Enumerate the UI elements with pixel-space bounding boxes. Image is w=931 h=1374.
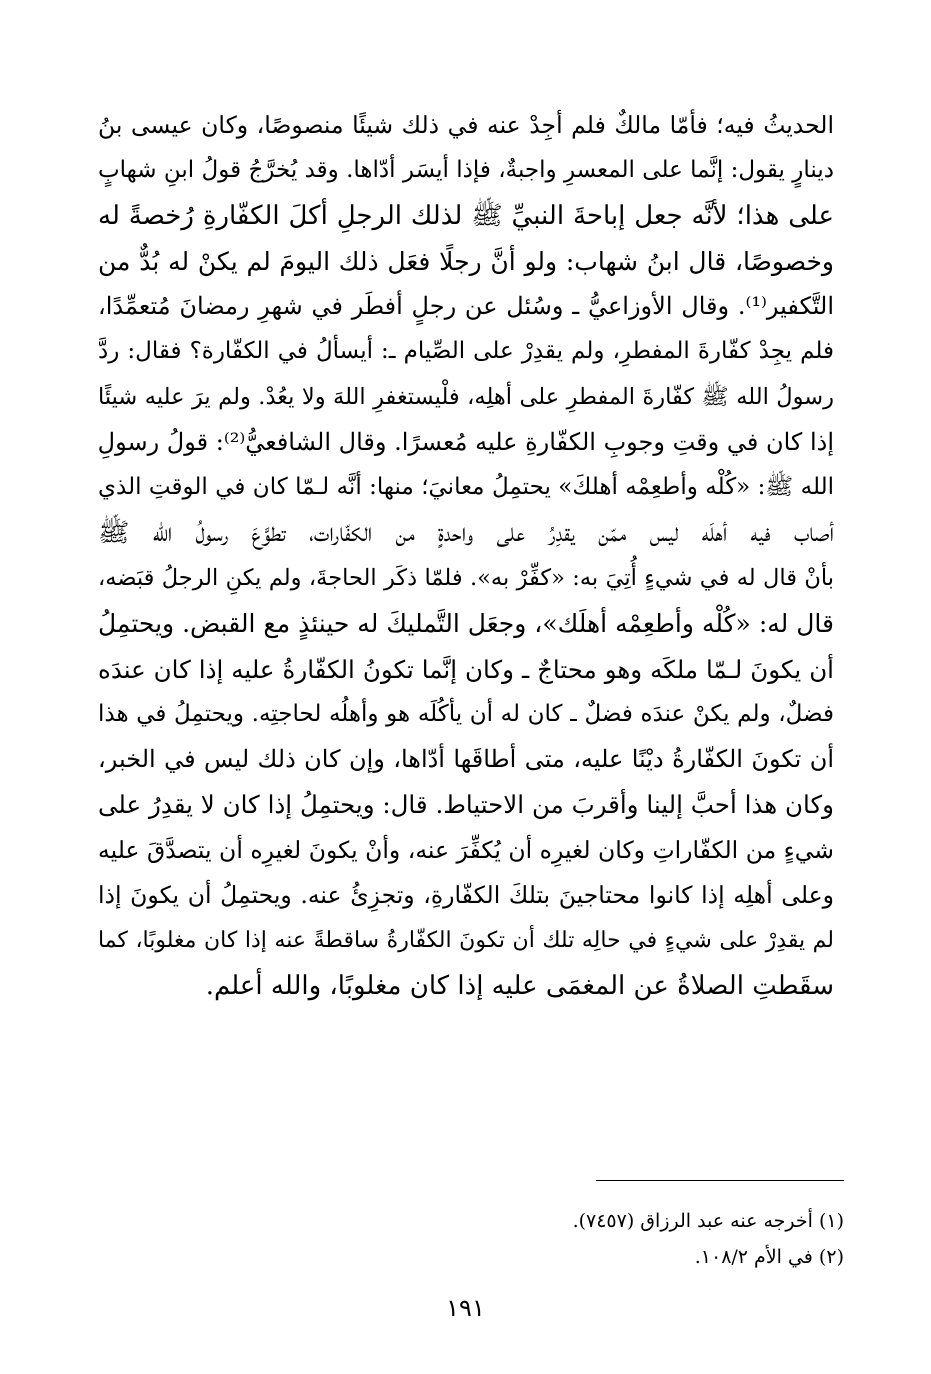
text-line: بأنْ قال له في شيءٍ أُتِيَ به: «كفِّرْ به». فلمّا ذكَر الحاجةَ، ولم يكنِ الرجلُ قبَضه،: [98, 564, 834, 591]
footnotes: [430, 1203, 844, 1275]
text-line: سقَطتِ الصلاةُ عن المغمَى عليه إذا كان مغلوبًا، والله أعلم.: [205, 970, 834, 1001]
text-line: التَّكفير⁽¹⁾. وقال الأوزاعيُّ ـ وسُئل عن رجلٍ أفطَر في شهرِ رمضانَ مُتعمِّدًا،: [98, 292, 834, 321]
text-line: الحديثُ فيه؛ فأمّا مالكٌ فلم أجِدْ عنه في ذلك شيئًا منصوصًا، وكان عيسى بنُ: [98, 111, 834, 139]
footnote-2: (٢) في الأم ١٠٨/٢.: [694, 1246, 844, 1268]
text-line: على هذا؛ لأنَّه جعل إباحةَ النبيِّ ﷺ لذلك الرجلِ أكلَ الكفّارةِ رُخصةً له: [98, 200, 834, 231]
text-line: فلم يجِدْ كفّارةَ المفطرِ، ولم يقدِرْ على الصِّيام ـ: أيسألُ في الكفّارة؟ فقال: ردَّ: [98, 338, 834, 365]
text-line: دينارٍ يقول: إنَّما على المعسرِ واجبةٌ، فإذا أيسَر أدّاها. وقد يُخرَّجُ قولُ ابنِ شهابٍ: [98, 157, 834, 184]
text-line: أن يكونَ لـمّا ملكَه وهو محتاجٌ ـ وكان إنَّما تكونُ الكفّارةُ عليه إذا كان عندَه: [98, 654, 834, 684]
text-line: فضلٌ، ولم يكنْ عندَه فضلٌ ـ كان له أن يأكُلَه هو وأهلُه لحاجتِه. ويحتمِلُ في هذا: [98, 700, 834, 727]
text-line: شيءٍ من الكفّاراتِ وكان لغيرِه أن يُكفِّرَ عنه، وأنْ يكونَ لغيرِه أن يتصدَّقَ عليه: [98, 835, 834, 864]
text-line: أصاب فيه أهلَه ليس ممّن يقدِرُ على واحدةٍ من الكفّارات، تطوَّعَ رسولُ الله ﷺ: [98, 517, 834, 548]
text-line: رسولُ الله ﷺ كفّارةَ المفطرِ على أهلِه، فلْيستغفرِ اللهَ ولا يعُدْ. ولم يرَ عليه شيئًا: [98, 383, 834, 410]
text-line: لم يقدِرْ على شيءٍ في حالِه تلك أن تكونَ الكفّارةُ ساقطةً عنه إذا كان مغلوبًا، كما: [98, 928, 834, 954]
page-number: ١٩١: [446, 1294, 485, 1322]
footnote-1: (١) أخرجه عنه عبد الرزاق (٧٤٥٧).: [572, 1210, 844, 1232]
text-line: وخصوصًا، قال ابنُ شهاب: ولو أنَّ رجلًا فعَل ذلك اليومَ لم يكنْ له بُدٌّ من: [98, 246, 834, 276]
text-line: الله ﷺ: «كُلْه وأطعِمْه أهلكَ» يحتمِلُ معانيَ؛ منها: أنَّه لـمّا كان في الوقتِ الذي: [98, 474, 834, 501]
text-line: قال له: «كُلْه وأطعِمْه أهلَك»، وجعَل التَّمليكَ له حينئذٍ مع القبض. ويحتمِلُ: [98, 609, 834, 639]
text-line: وكان هذا أحبَّ إلينا وأقربَ من الاحتياط. قال: ويحتمِلُ إذا كان لا يقدِرُ على: [98, 790, 834, 820]
text-line: إذا كان في وقتِ وجوبِ الكفّارةِ عليه مُعسرًا. وقال الشافعيُّ⁽²⁾: قولُ رسولِ: [97, 428, 834, 457]
text-line: وعلى أهلِه إذا كانوا محتاجينَ بتلكَ الكفّارةِ، وتجزِئُ عنه. ويحتمِلُ أن يكونَ إذا: [98, 881, 834, 910]
text-line: أن تكونَ الكفّارةُ ديْنًا عليه، متى أطاقَها أدّاها، وإن كان ذلك ليس في الخبر،: [98, 745, 834, 774]
main-text: [98, 103, 834, 1009]
footnote-divider: [596, 1180, 844, 1181]
